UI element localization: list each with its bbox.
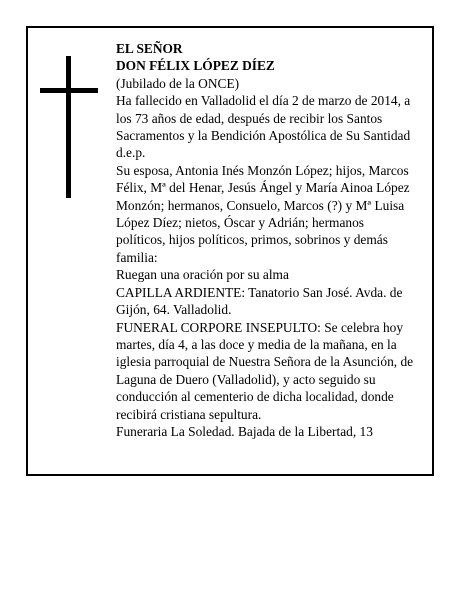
body-line-7: Monzón; hermanos, Consuelo, Marcos (?) y Mª Luisa [116, 197, 405, 213]
body-line-20: Funeraria La Soledad. Bajada de la Libertad, 13 [116, 423, 373, 439]
body-line-15: martes, día 4, a las doce y media de la mañana, en la [116, 336, 397, 352]
body-line-2: los 73 años de edad, después de recibir los Santos [116, 110, 383, 126]
body-line-1: Ha fallecido en Valladolid el día 2 de marzo de 2014, a [116, 93, 411, 109]
obituary-content [116, 40, 424, 440]
body-line-11: Ruegan una oración por su alma [116, 267, 289, 283]
obituary-notice [26, 26, 434, 476]
body-line-5: Su esposa, Antonia Inés Monzón López; hijos, Marcos [116, 162, 409, 178]
body-line-9: políticos, hijos políticos, primos, sobrinos y demás [116, 232, 388, 248]
deceased-name: DON FÉLIX LÓPEZ DÍEZ [116, 58, 275, 74]
body-line-6: Félix, Mª del Henar, Jesús Ángel y María Ainoa López [116, 180, 410, 196]
cross-horizontal-bar [40, 88, 98, 93]
body-line-19: recibirá cristiana sepultura. [116, 406, 262, 422]
cross-icon [40, 56, 98, 198]
cross-vertical-bar [66, 56, 71, 198]
body-line-8: López Díez; nietos, Óscar y Adrián; hermanos [116, 215, 365, 231]
body-line-10: familia: [116, 249, 158, 265]
body-line-12: CAPILLA ARDIENTE: Tanatorio San José. Avda. de [116, 284, 403, 300]
deceased-subtitle: (Jubilado de la ONCE) [116, 75, 240, 91]
body-line-16: iglesia parroquial de Nuestra Señora de la Asunción, de [116, 354, 414, 370]
body-line-14: FUNERAL CORPORE INSEPULTO: Se celebra hoy [116, 319, 404, 335]
title-line-1: EL SEÑOR [116, 41, 183, 56]
body-line-13: Gijón, 64. Valladolid. [116, 302, 232, 318]
body-line-4: d.e.p. [116, 145, 146, 161]
body-line-18: conducción al cementerio de dicha localidad, donde [116, 389, 394, 405]
body-line-3: Sacramentos y la Bendición Apostólica de Su Santidad [116, 128, 411, 144]
body-line-17: Laguna de Duero (Valladolid), y acto seguido su [116, 371, 376, 387]
